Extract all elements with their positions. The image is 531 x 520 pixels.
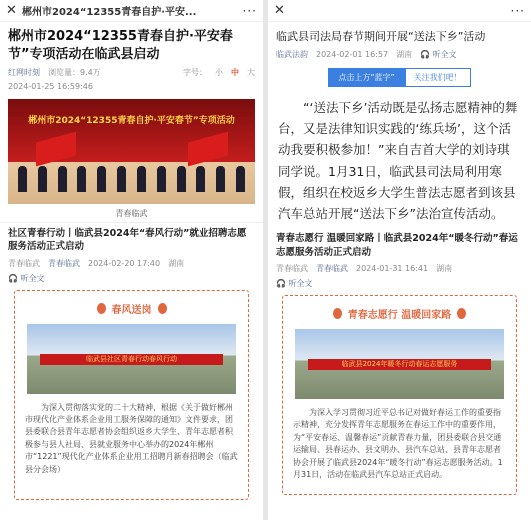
left-window-title: 郴州市2024“12355青春自护·平安... — [22, 7, 197, 18]
article-title: 郴州市2024“12355青春自护·平安春节”专项活动在临武县启动 — [8, 29, 233, 62]
listen-label: 听全文 — [20, 273, 45, 283]
right-topbar — [268, 0, 531, 22]
listen-button[interactable]: 🎧 听全文 — [276, 278, 313, 288]
frame-heading — [15, 301, 248, 316]
related-time: 2024-02-20 17:40 — [88, 258, 161, 268]
people-silhouettes — [18, 166, 245, 192]
close-icon[interactable]: ✕ — [6, 3, 17, 18]
more-icon[interactable]: ··· — [242, 3, 257, 18]
listen-label: 听全文 — [288, 278, 313, 288]
event-banner-text: 郴州市2024“12355青春自护·平安春节”专项活动 — [28, 116, 235, 127]
article-meta — [276, 49, 523, 60]
article-title: 临武县司法局春节期间开展“送法下乡”活动 — [276, 30, 486, 43]
related-article-title[interactable]: 青春志愿行 温暖回家路丨临武县2024年“暖冬行动”春运志愿服务活动正式启动 — [276, 233, 518, 258]
frame-title: 春风送岗 — [111, 304, 152, 316]
frame-text: 为深入学习贯彻习近平总书记对做好春运工作的重要指示精神，充分发挥青年志愿服务在春运工作中的重要作用，为“平安春运、温馨春运”贡献青春力量，团县委联合县交通运输局、县春运办、县文明办、县汽车总站、县青年志愿者协会开展了临武县2024年“暖冬行动”春运志愿服务活动。1月31日，活动在临武县汽车总站正式启动。 — [293, 407, 503, 479]
publish-time: 2024-01-25 16:59:46 — [8, 82, 93, 92]
flag-shape — [36, 132, 76, 167]
listen-button[interactable]: 🎧 听全文 — [420, 49, 457, 59]
group-photo — [295, 329, 504, 399]
font-size-small[interactable]: 小 — [215, 68, 223, 78]
lantern-icon — [333, 308, 342, 319]
content-frame — [14, 290, 249, 500]
related-account-link[interactable]: 青春临武 — [316, 263, 348, 273]
frame-text: 为深入贯彻落实党的二十大精神，根据《关于做好郴州市现代化产业体系企业用工服务保障的通知》文件要求，团县委联合县青年志愿者协会组织返乡大学生、青年志愿者积极参与县人社局、县就业服务中心举办的2024年郴州市“1221”现代化产业体系企业用工招聘月新春招聘会（临武县分会场） — [25, 402, 238, 474]
source-link[interactable]: 红网时刻 — [8, 68, 40, 78]
view-count: 浏览量：9.4万 — [48, 68, 101, 78]
frame-title: 青春志愿行 温暖回家路 — [347, 309, 452, 321]
listen-button[interactable]: 🎧 听全文 — [8, 273, 45, 283]
article-meta — [8, 67, 255, 78]
related-meta — [276, 263, 523, 274]
publish-time: 2024-02-01 16:57 — [316, 49, 389, 59]
listen-label: 听全文 — [432, 49, 457, 59]
font-size-large[interactable]: 大 — [247, 68, 255, 78]
photo-banner: 临武县2024年暖冬行动春运志愿服务 — [308, 359, 492, 370]
related-account: 青春临武 — [276, 263, 308, 273]
related-article-title[interactable]: 社区青春行动丨临武县2024年“春风行动”就业招聘志愿服务活动正式启动 — [8, 228, 247, 253]
related-account-link[interactable]: 青春临武 — [48, 258, 80, 268]
follow-cta[interactable]: 关注我们吧！ — [405, 68, 471, 87]
right-article-panel — [268, 0, 531, 520]
related-region: 湖南 — [168, 258, 185, 268]
flag-shape — [188, 132, 228, 167]
related-account: 青春临武 — [8, 258, 40, 268]
lantern-icon — [97, 303, 106, 314]
group-photo — [27, 324, 236, 394]
region: 湖南 — [396, 49, 413, 59]
follow-prompt[interactable]: 点击上方“蓝字” — [328, 68, 404, 87]
more-icon[interactable]: ··· — [510, 3, 525, 18]
photo-banner: 临武县社区青春行动春风行动 — [40, 354, 224, 365]
left-topbar — [0, 0, 263, 22]
lantern-icon — [158, 303, 167, 314]
related-meta — [8, 258, 255, 269]
font-size-medium[interactable]: 中 — [231, 68, 239, 78]
frame-heading — [283, 306, 516, 321]
left-article-panel — [0, 0, 263, 520]
event-photo — [8, 99, 255, 204]
lantern-icon — [457, 308, 466, 319]
account-caption: 青春临武 — [0, 208, 263, 223]
follow-bar[interactable] — [268, 68, 531, 87]
related-time: 2024-01-31 16:41 — [356, 263, 429, 273]
font-size-label: 字号： — [183, 68, 207, 78]
article-body: “‘送法下乡’活动既是弘扬志愿精神的舞台，又是法律知识实践的‘练兵场’，这个活动我要积极参加！”来自吉首大学的刘诗琪同学说。1月31日，临武县司法局利用寒假，组织在校返乡大学生普法志愿者到该县汽车总站开展“送法下乡”法治宣传活动。 — [278, 99, 518, 222]
close-icon[interactable]: ✕ — [274, 3, 285, 18]
related-region: 湖南 — [436, 263, 453, 273]
content-frame — [282, 295, 517, 495]
account-link[interactable]: 临武法韵 — [276, 49, 308, 59]
